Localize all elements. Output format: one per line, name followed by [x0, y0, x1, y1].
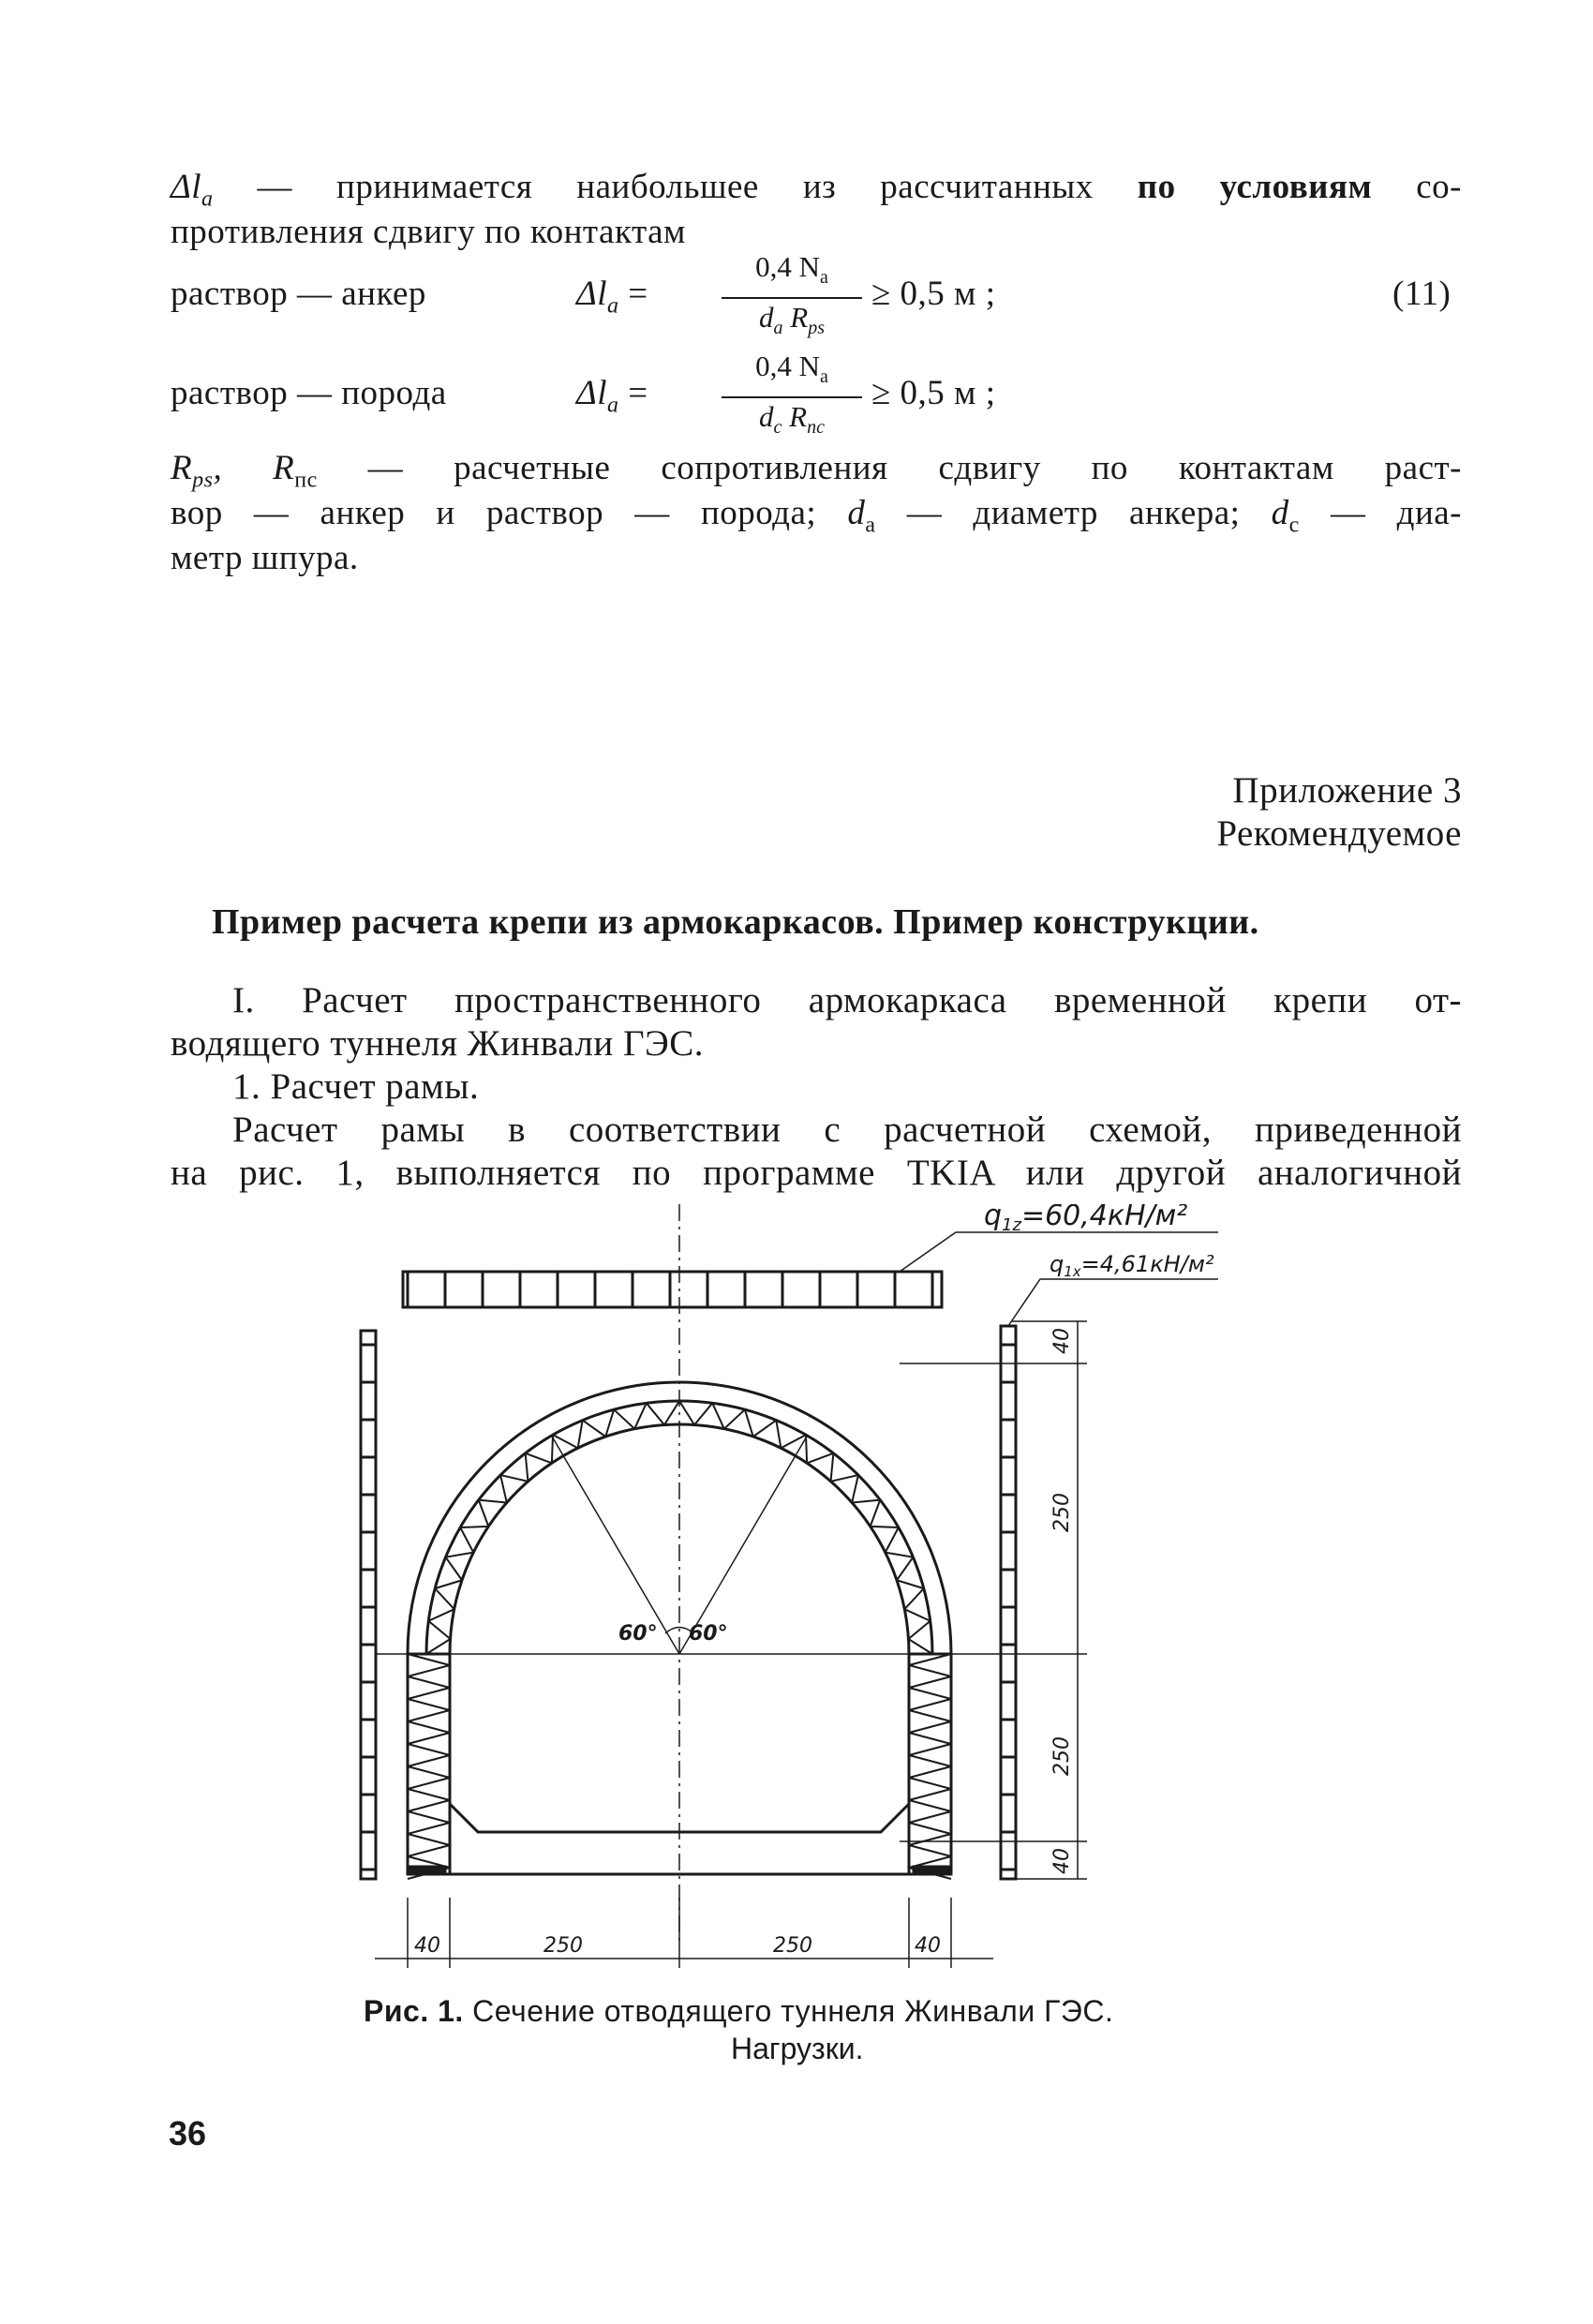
arch-diagonal	[500, 1475, 528, 1482]
body-paragraph-3-line-2: на рис. 1, выполняется по программе TKIA или другой аналогичной	[171, 1153, 1462, 1193]
arch-diagonal	[852, 1500, 880, 1503]
wall-diagonal	[909, 1778, 951, 1789]
wall-diagonal	[408, 1676, 450, 1688]
formula-2-label: раствор — порода	[171, 374, 447, 412]
wall-diagonal	[408, 1688, 450, 1699]
formula-1-rhs: ≥ 0,5 м ;	[871, 275, 996, 313]
arch-diagonal	[578, 1421, 583, 1449]
wall-diagonal	[408, 1789, 450, 1800]
left-load-strip	[361, 1331, 376, 1879]
wall-diagonal	[909, 1845, 951, 1856]
arch-diagonal	[479, 1500, 507, 1503]
arch-diagonal	[904, 1609, 930, 1621]
side-load-leader	[1008, 1279, 1218, 1326]
arch-diagonal	[552, 1435, 553, 1463]
arch-diagonal	[435, 1580, 462, 1588]
radius-left	[551, 1435, 679, 1654]
dim-v-4: 40	[1050, 1848, 1074, 1874]
side-load-label: $q_{1x}=4,61кН/м^2$	[1050, 1251, 1214, 1280]
wall-diagonal	[408, 1800, 450, 1811]
wall-diagonal	[909, 1676, 951, 1688]
figure-caption-line-1: Рис. 1. Сечение отводящего туннеля Жинвали ГЭС.	[364, 1994, 1114, 2028]
arch-diagonal	[526, 1453, 552, 1463]
arch-diagonal	[553, 1435, 578, 1448]
formula-number: (11)	[1392, 275, 1452, 313]
definitions-line-2: вор — анкер и раствор — порода; $d_a$ — диаметр анкера; $d_c$ — диа-	[171, 494, 1462, 538]
arch-diagonal	[428, 1609, 454, 1621]
formula-1-denominator: $d_a$ $R_{ps}$	[759, 301, 825, 339]
top-load-arrows	[408, 1272, 932, 1307]
arch-diagonal	[446, 1557, 462, 1581]
top-load-label: $q_{1z}=60,4кН/м^2$	[984, 1204, 1188, 1235]
formula-2-fraction	[722, 349, 862, 446]
wall-diagonal	[408, 1710, 450, 1721]
dim-v-1: 40	[1050, 1328, 1074, 1354]
arch-diagonal	[745, 1409, 753, 1437]
arch-diagonal	[897, 1557, 913, 1581]
angle-right-label: 60°	[689, 1622, 728, 1646]
arch-diagonal	[679, 1401, 694, 1425]
body-paragraph-3-line-1: Расчет рамы в соответствии с расчетной схемой, приведенной	[232, 1110, 1462, 1150]
wall-diagonal	[909, 1733, 951, 1744]
arch-diagonal	[781, 1435, 806, 1448]
section-heading: Пример расчета крепи из армокаркасов. Пример конструкции.	[212, 902, 1259, 942]
arch-diagonal	[831, 1453, 834, 1482]
arch-diagonal	[647, 1403, 664, 1424]
delta-la-symbol: $\Delta l_a$	[171, 168, 214, 212]
wall-diagonal	[408, 1665, 450, 1676]
wall-diagonal	[408, 1834, 450, 1845]
arch-diagonal	[479, 1500, 488, 1527]
dim-h-4: 40	[915, 1934, 941, 1958]
arch-diagonal	[886, 1553, 914, 1557]
arch-diagonal	[806, 1435, 807, 1463]
wall-diagonal	[408, 1699, 450, 1710]
body-paragraph-1-line-1: I. Расчет пространственного армокаркаса временной крепи от-	[232, 980, 1462, 1020]
arch-diagonal	[904, 1588, 924, 1609]
definitions-line-3: метр шпура.	[171, 539, 359, 577]
arch-diagonal	[605, 1409, 614, 1437]
appendix-subtitle: Рекомендуемое	[1216, 813, 1462, 854]
left-load-ticks	[361, 1345, 376, 1870]
left-foot-plate	[408, 1867, 445, 1874]
body-paragraph-2: 1. Расчет рамы.	[232, 1066, 480, 1107]
wall-diagonal	[909, 1688, 951, 1699]
intro-line-1: $\Delta l_a$ — принимается наибольшее из рассчитанных по условиям со-	[171, 168, 1462, 212]
arch-diagonal	[634, 1403, 647, 1428]
formula-1-lhs: $\Delta l_a$ =	[576, 275, 648, 319]
arch-diagonal	[614, 1409, 634, 1429]
arch-diagonal	[831, 1475, 858, 1482]
arch-diagonal	[526, 1453, 529, 1482]
wall-diagonal	[408, 1721, 450, 1733]
wall-diagonal	[909, 1654, 951, 1665]
arch-diagonal	[871, 1500, 880, 1527]
wall-diagonal	[909, 1744, 951, 1755]
wall-diagonal	[408, 1755, 450, 1766]
dim-v-3: 250	[1050, 1736, 1074, 1776]
arch-diagonal	[428, 1621, 450, 1639]
dim-h-3: 250	[773, 1934, 812, 1958]
radius-right	[679, 1435, 808, 1654]
arch-diagonal	[886, 1527, 899, 1553]
wall-diagonal	[408, 1744, 450, 1755]
arch-diagonal	[852, 1475, 858, 1502]
appendix-title: Приложение 3	[1232, 770, 1462, 811]
wall-diagonal	[909, 1721, 951, 1733]
wall-diagonal	[408, 1845, 450, 1856]
arch-diagonal	[664, 1401, 679, 1425]
arch-diagonal	[460, 1527, 473, 1553]
wall-diagonal	[408, 1654, 450, 1665]
body-paragraph-1-line-2: водящего туннеля Жинвали ГЭС.	[171, 1023, 705, 1064]
formula-2-numerator: 0,4 $N_a$	[722, 349, 862, 398]
wall-diagonal	[909, 1789, 951, 1800]
wall-diagonal	[909, 1834, 951, 1845]
right-load-ticks	[1001, 1345, 1016, 1870]
wall-diagonal	[909, 1811, 951, 1823]
wall-diagonal	[408, 1778, 450, 1789]
arch-diagonal	[908, 1639, 932, 1654]
arch-diagonal	[583, 1421, 606, 1437]
wall-diagonal	[408, 1766, 450, 1778]
angle-left-label: 60°	[618, 1622, 658, 1646]
arch-diagonal	[446, 1553, 474, 1557]
formula-2-lhs: $\Delta l_a$ =	[576, 374, 648, 418]
wall-diagonal	[909, 1755, 951, 1766]
formula-1-numerator: 0,4 $N_a$	[722, 249, 862, 299]
formula-2-rhs: ≥ 0,5 м ;	[871, 374, 996, 412]
arch-diagonal	[807, 1453, 833, 1463]
dim-v-2: 250	[1050, 1493, 1074, 1532]
wall-diagonal	[909, 1699, 951, 1710]
intro-line-2: противления сдвигу по контактам	[171, 213, 686, 251]
formula-1-label: раствор — анкер	[171, 275, 426, 313]
arch-diagonal	[753, 1421, 777, 1437]
wall-diagonal	[408, 1823, 450, 1834]
wall-diagonal	[909, 1823, 951, 1834]
wall-diagonal	[408, 1733, 450, 1744]
arch-diagonal	[776, 1421, 781, 1449]
arch-diagonal	[694, 1403, 712, 1424]
wall-diagonal	[408, 1811, 450, 1823]
arch-diagonal	[908, 1621, 930, 1639]
arch-diagonal	[897, 1580, 924, 1588]
arch-diagonal	[426, 1639, 451, 1654]
arch-diagonal	[435, 1588, 454, 1609]
page-number: 36	[169, 2114, 207, 2153]
formula-2-denominator: $d_c$ $R_{пс}$	[759, 400, 825, 439]
dim-h-2: 250	[543, 1934, 583, 1958]
arch-diagonal	[712, 1403, 724, 1428]
dim-h-1: 40	[414, 1934, 440, 1958]
figure-caption-line-2: Нагрузки.	[731, 2032, 864, 2065]
right-foot-plate	[914, 1867, 951, 1874]
wall-diagonal	[909, 1665, 951, 1676]
formula-1-fraction	[722, 249, 862, 347]
wall-diagonal	[909, 1800, 951, 1811]
arch-diagonal	[500, 1475, 507, 1502]
tunnel-section-diagram	[319, 1204, 1293, 2001]
wall-diagonal	[909, 1766, 951, 1778]
arch-diagonal	[724, 1409, 745, 1429]
wall-diagonal	[909, 1710, 951, 1721]
definitions-line-1: $R_{ps}$, $R_{пс}$ — расчетные сопротивления сдвигу по контактам раст-	[171, 449, 1462, 493]
